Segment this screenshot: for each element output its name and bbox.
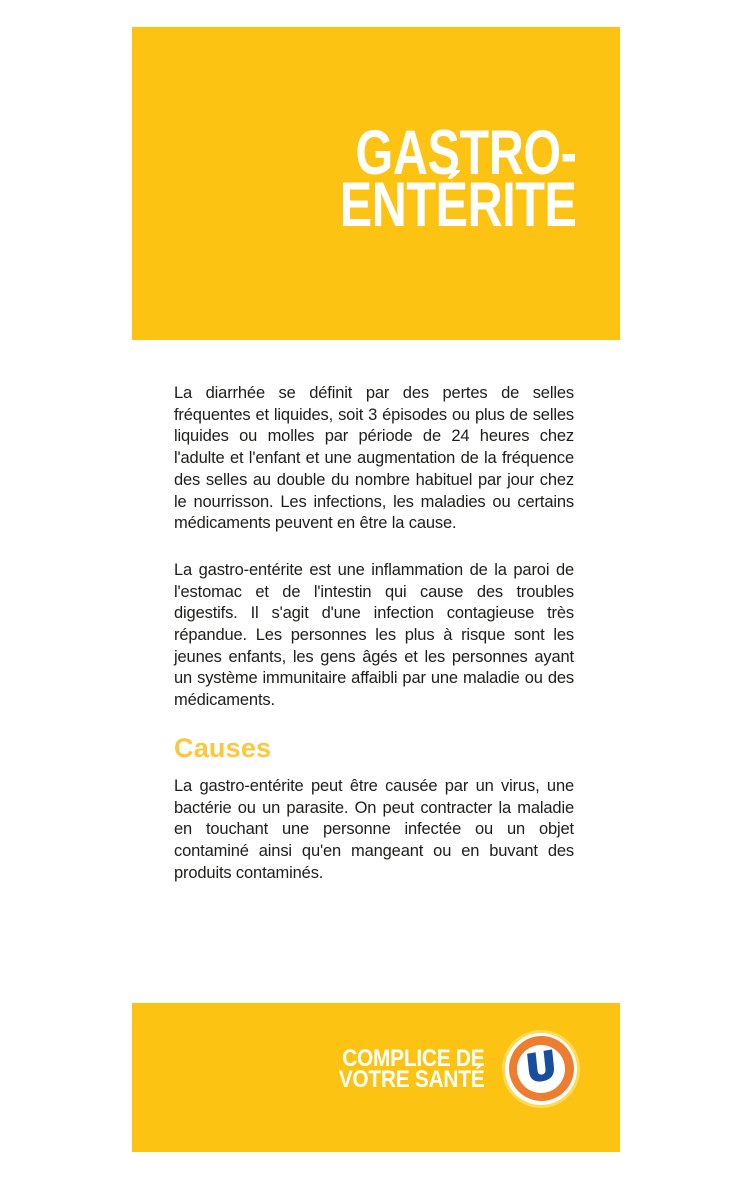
paragraph-gastroenteritis-description: La gastro-entérite est une inflammation de la paroi de l'estomac et de l'intestin qui cause des troubles digestifs. Il s'agit d'une infection contagieuse très répandue. Les personnes les plus à risque sont les jeunes enfants, les gens âgés et les personnes ayant un système immunitaire affaibli par une maladie ou des médicaments.: [174, 560, 574, 710]
paragraph-causes: La gastro-entérite peut être causée par un virus, une bactérie ou un parasite. On peut contracter la maladie en touchant une personne infectée ou un objet contaminé ainsi qu'en mangeant ou en buvant des produits contaminés.: [174, 776, 574, 882]
causes-section-heading: Causes: [174, 732, 272, 763]
u-logo-orange-ring: [509, 1036, 574, 1101]
u-logo-letter: U: [523, 1041, 559, 1092]
page-title-line-1: GASTRO-: [356, 118, 577, 188]
u-brand-logo-icon: [502, 1030, 580, 1108]
footer-tagline-line-2: VOTRE SANTÉ: [338, 1065, 484, 1093]
u-logo-white-ring: [505, 1033, 577, 1105]
paragraph-diarrhea-definition: La diarrhée se définit par des pertes de selles fréquentes et liquides, soit 3 épisodes ou plus de selles liquides ou molles par période de 24 heures chez l'adulte et l'enfant et une augmentation de la fréquence des selles au double du nombre habituel par jour chez le nourrisson. Les infections, les maladies ou certains médicaments peuvent en être la cause.: [174, 384, 574, 533]
u-logo-center-disc: [517, 1041, 565, 1093]
body-content: [174, 383, 574, 909]
page-title-line-2: ENTÉRITE: [340, 170, 577, 240]
header-banner: [132, 27, 620, 340]
footer-tagline-line-1: COMPLICE DE: [341, 1044, 484, 1072]
footer-banner: [132, 1003, 620, 1152]
page-title: [340, 118, 577, 240]
footer-content: [317, 1030, 580, 1108]
footer-tagline: [338, 1044, 484, 1093]
